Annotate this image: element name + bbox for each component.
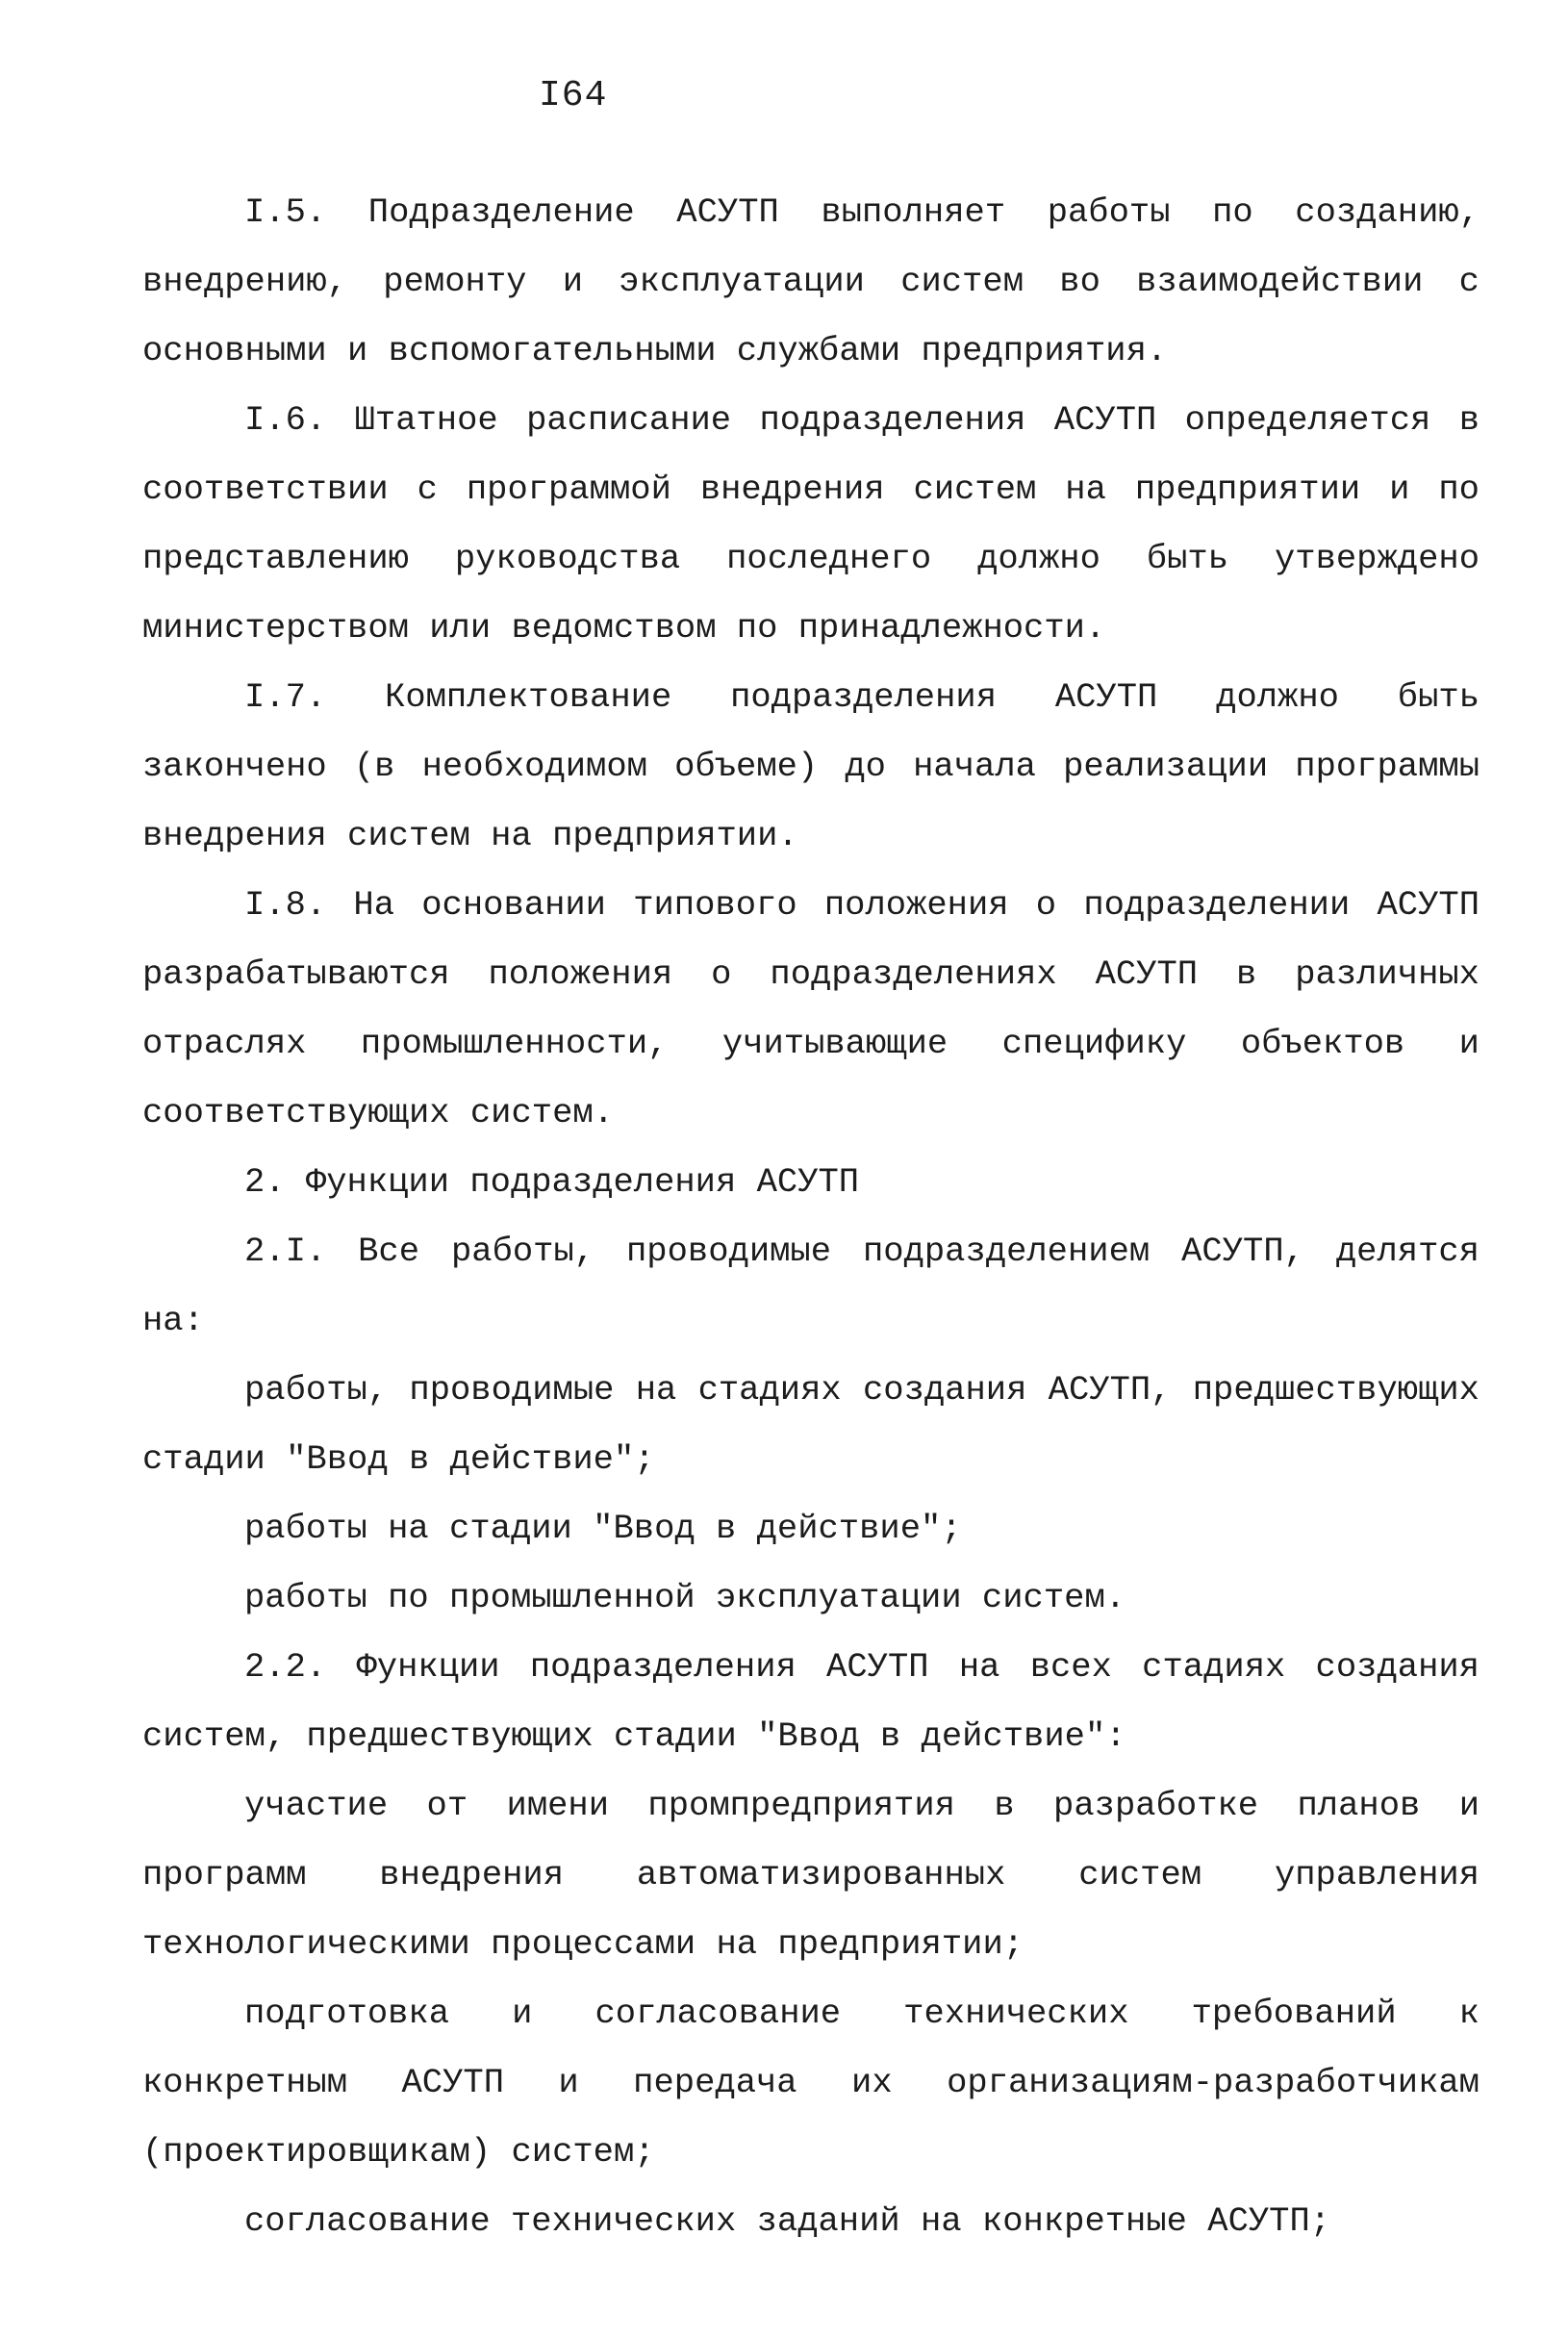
section-heading-2: 2. Функции подразделения АСУТП	[244, 1162, 860, 1202]
list-item-work-operation: работы по промышленной эксплуатации систем.	[244, 1578, 1126, 1617]
list-item-technical-assignments: согласование технических заданий на конкретные АСУТП;	[244, 2201, 1331, 2241]
paragraph-2-1: 2.I. Все работы, проводимые подразделением АСУТП, делятся на:	[142, 1232, 1479, 1340]
list-item-technical-requirements: подготовка и согласование технических требований к конкретным АСУТП и передача их организациям-разработчикам (проектировщикам) систем;	[142, 1994, 1479, 2172]
document-body	[142, 178, 1479, 2256]
page-number: I64	[539, 75, 608, 116]
paragraph-1-5: I.5. Подразделение АСУТП выполняет работы по созданию, внедрению, ремонту и эксплуатации систем во взаимодействии с основными и вспомогательными службами предприятия.	[142, 192, 1479, 370]
paragraph-1-7: I.7. Комплектование подразделения АСУТП должно быть закончено (в необходимом объеме) до начала реализации программы внедрения систем на предприятии.	[142, 677, 1479, 855]
list-item-work-pre-commissioning: работы, проводимые на стадиях создания АСУТП, предшествующих стадии "Ввод в действие";	[142, 1370, 1479, 1479]
paragraph-1-8: I.8. На основании типового положения о подразделении АСУТП разрабатываются положения о подразделениях АСУТП в различных отраслях промышленности, учитывающие специфику объектов и соответствующих систем.	[142, 885, 1479, 1132]
paragraph-2-2: 2.2. Функции подразделения АСУТП на всех стадиях создания систем, предшествующих стадии "Ввод в действие":	[142, 1647, 1479, 1756]
list-item-plans-participation: участие от имени промпредприятия в разработке планов и программ внедрения автоматизированных систем управления технологическими процессами на предприятии;	[142, 1786, 1479, 1964]
list-item-work-commissioning: работы на стадии "Ввод в действие";	[244, 1509, 962, 1548]
paragraph-1-6: I.6. Штатное расписание подразделения АСУТП определяется в соответствии с программой внедрения систем на предприятии и по представлению руководства последнего должно быть утверждено министерством или ведомством по принадлежности.	[142, 400, 1479, 648]
